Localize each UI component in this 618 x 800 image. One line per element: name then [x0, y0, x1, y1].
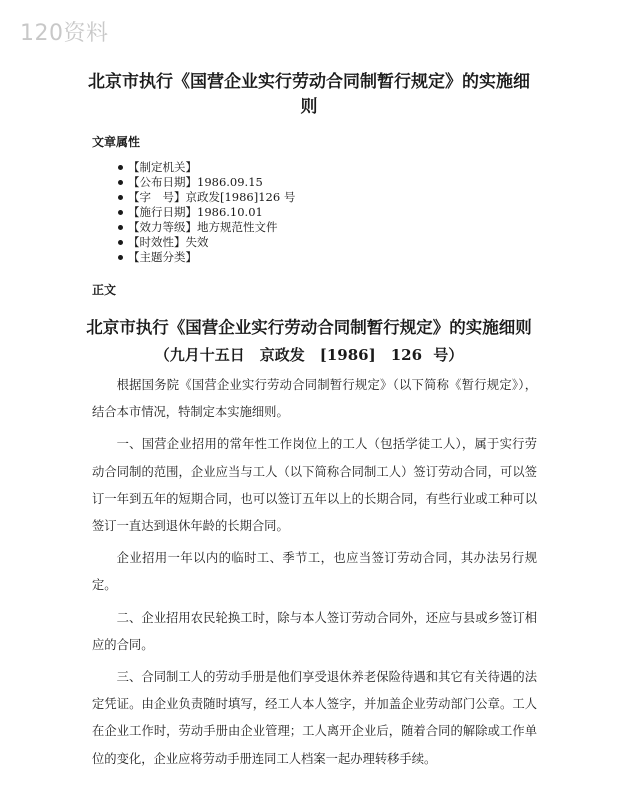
attribute-topic: 【主题分类】	[118, 250, 295, 265]
paragraph: 根据国务院《国营企业实行劳动合同制暂行规定》（以下简称《暂行规定》），结合本市情况，特制定本实施细则。	[92, 378, 537, 420]
attribute-issuing-authority: 【制定机关】	[118, 160, 295, 175]
attribute-publish-date: 【公布日期】1986.09.15	[118, 175, 295, 190]
watermark-logo: 120资料	[20, 21, 109, 46]
paragraph: 一、国营企业招用的常年性工作岗位上的工人（包括学徒工人），属于实行劳动合同制的范围，企业应当与工人（以下简称合同制工人）签订劳动合同，可以签订一年到五年的短期合同，也可以签订五年以上的长期合同，有些行业或工种可以签订一直达到退休年龄的长期合同。	[92, 437, 537, 534]
paragraph: 企业招用一年以内的临时工、季节工，也应当签订劳动合同，其办法另行规定。	[92, 551, 537, 593]
attributes-list	[118, 160, 295, 265]
body-subtitle: （九月十五日 京政发 [1986] 126 号）	[154, 346, 464, 364]
attribute-validity: 【时效性】失效	[118, 235, 295, 250]
attribute-effective-date: 【施行日期】1986.10.01	[118, 205, 295, 220]
body-content	[92, 372, 537, 778]
attribute-legal-level: 【效力等级】地方规范性文件	[118, 220, 295, 235]
attribute-document-number: 【字 号】京政发[1986]126 号	[118, 190, 295, 205]
paragraph: 三、合同制工人的劳动手册是他们享受退休养老保险待遇和其它有关待遇的法定凭证。由企业负责随时填写，经工人本人签字，并加盖企业劳动部门公章。工人在企业工作时，劳动手册由企业管理；工人离开企业后，随着合同的解除或工作单位的变化，企业应将劳动手册连同工人档案一起办理转移手续。	[92, 670, 537, 766]
document-title: 北京市执行《国营企业实行劳动合同制暂行规定》的实施细则	[88, 72, 530, 117]
attributes-heading: 文章属性	[92, 135, 141, 149]
paragraph: 二、企业招用农民轮换工时，除与本人签订劳动合同外，还应与县或乡签订相应的合同。	[92, 610, 537, 652]
body-title: 北京市执行《国营企业实行劳动合同制暂行规定》的实施细则	[86, 318, 532, 337]
body-heading: 正文	[92, 283, 117, 297]
